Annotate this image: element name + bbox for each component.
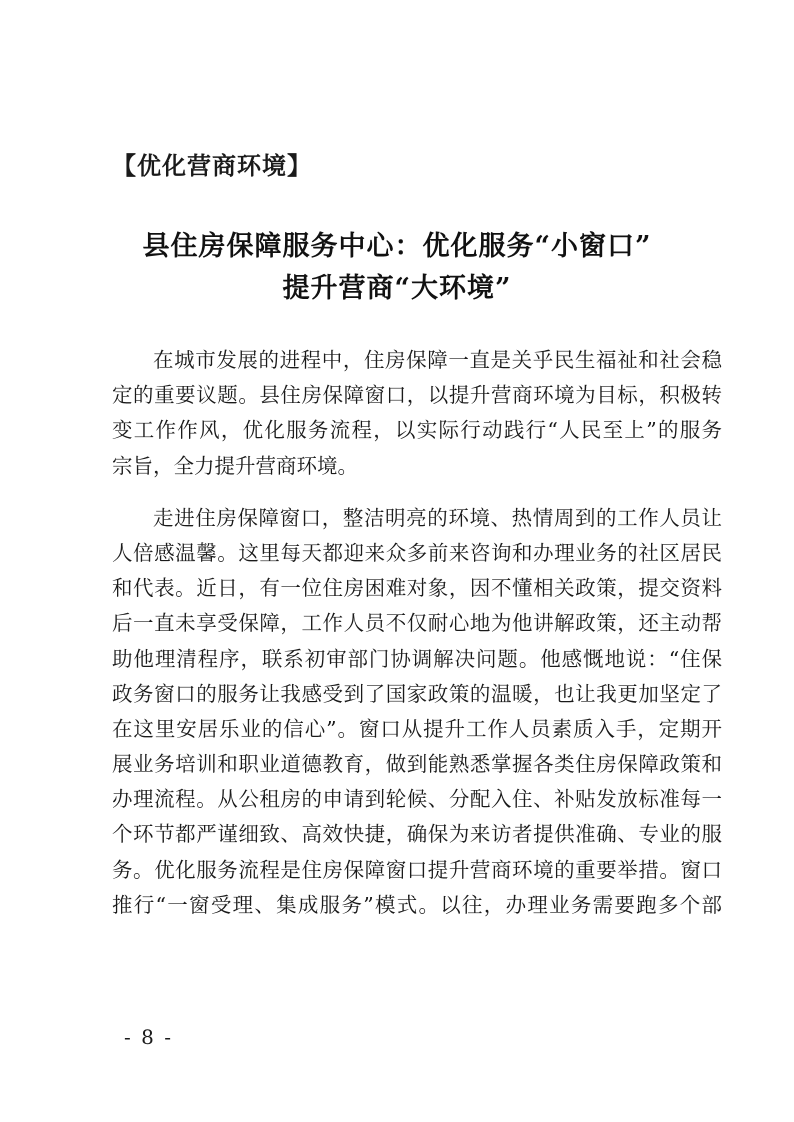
text-line: 务。优化服务流程是住房保障窗口提升营商环境的重要举措。窗口 bbox=[112, 857, 722, 882]
article-title-line-2: 提升营商“大环境” bbox=[282, 273, 512, 304]
page-number: - 8 - bbox=[124, 1025, 173, 1049]
text-line: 人倍感温馨。这里每天都迎来众多前来咨询和办理业务的社区居民 bbox=[112, 540, 722, 565]
text-line: 办理流程。从公租房的申请到轮候、分配入住、补贴发放标准每一 bbox=[112, 787, 722, 812]
section-tag: 【优化营商环境】 bbox=[112, 152, 312, 180]
text-line: 个环节都严谨细致、高效快捷，确保为来访者提供准确、专业的服 bbox=[112, 822, 722, 847]
text-line: 在城市发展的进程中，住房保障一直是关乎民生福祉和社会稳 bbox=[153, 348, 722, 372]
text-line: 在这里安居乐业的信心”。窗口从提升工作人员素质入手，定期开 bbox=[112, 716, 722, 741]
article-body bbox=[112, 343, 722, 923]
text-line: 宗旨，全力提升营商环境。 bbox=[112, 453, 358, 478]
text-line: 定的重要议题。县住房保障窗口，以提升营商环境为目标，积极转 bbox=[112, 383, 722, 408]
article-title-line-1: 县住房保障服务中心：优化服务“小窗口” bbox=[142, 231, 652, 262]
text-line: 政务窗口的服务让我感受到了国家政策的温暖，也让我更加坚定了 bbox=[112, 681, 722, 706]
text-line: 展业务培训和职业道德教育，做到能熟悉掌握各类住房保障政策和 bbox=[112, 752, 722, 777]
paragraph-2 bbox=[112, 501, 722, 923]
text-line: 推行“一窗受理、集成服务”模式。以往，办理业务需要跑多个部 bbox=[112, 892, 722, 917]
text-line: 走进住房保障窗口，整洁明亮的环境、热情周到的工作人员让 bbox=[153, 505, 722, 530]
text-line: 变工作作风，优化服务流程，以实际行动践行“人民至上”的服务 bbox=[112, 418, 722, 443]
text-line: 后一直未享受保障，工作人员不仅耐心地为他讲解政策，还主动帮 bbox=[112, 611, 722, 636]
paragraph-1 bbox=[112, 343, 722, 484]
text-line: 助他理清程序，联系初审部门协调解决问题。他感慨地说：“住保 bbox=[112, 646, 722, 671]
text-line: 和代表。近日，有一位住房困难对象，因不懂相关政策，提交资料 bbox=[112, 576, 722, 601]
